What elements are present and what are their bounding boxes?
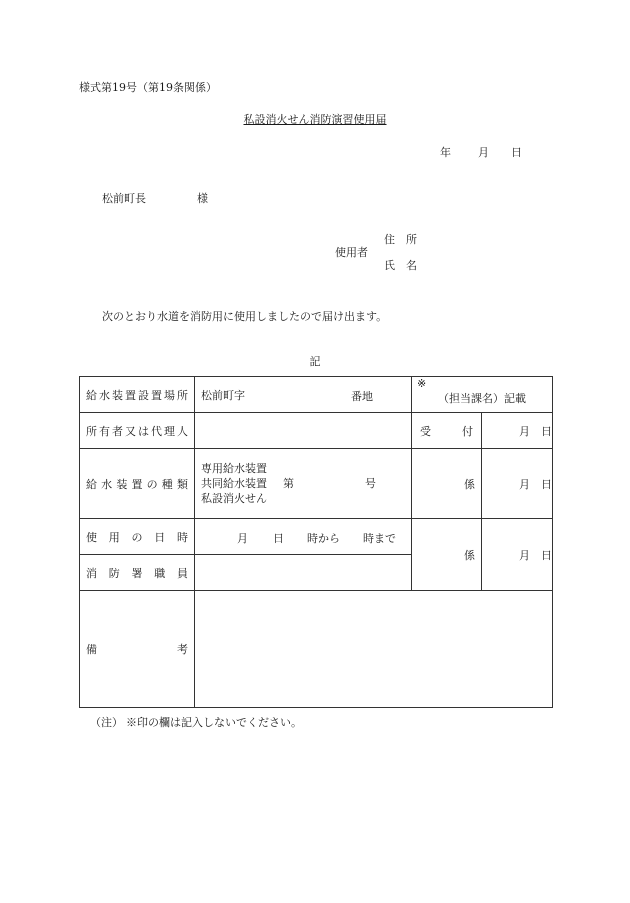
row-device-type — [80, 449, 553, 519]
label-char: 給 — [86, 388, 97, 402]
label-char: 類 — [176, 477, 188, 491]
label-char: 水 — [101, 477, 113, 491]
address-label-2: 所 — [406, 233, 417, 246]
owner-label — [80, 423, 194, 439]
usage-day: 日 — [273, 532, 284, 545]
row-location — [80, 377, 553, 413]
usage-label-cell — [80, 519, 195, 555]
option-shared-row — [201, 476, 411, 491]
label-char: 所 — [177, 388, 188, 402]
label-char: の — [146, 477, 158, 491]
label-char: 使 — [86, 530, 97, 544]
label-char: 有 — [99, 424, 110, 438]
label-char: 場 — [164, 388, 175, 402]
device-type-label-cell — [80, 449, 195, 519]
remarks-label-cell — [80, 591, 195, 708]
label-char: の — [131, 530, 143, 544]
location-value-cell[interactable] — [195, 377, 412, 413]
label-char: 日 — [154, 530, 166, 544]
charge1-label: 係 — [412, 449, 482, 519]
label-char: 員 — [177, 566, 188, 580]
label-char: 置 — [151, 388, 162, 402]
option-dedicated: 専用給水装置 — [201, 462, 267, 475]
usage-label — [80, 529, 194, 545]
note-text: （担当課名）記載 — [438, 392, 526, 405]
label-char: 考 — [177, 643, 188, 656]
label-char: 給 — [86, 477, 97, 491]
number-prefix: 第 — [283, 477, 294, 490]
label-char: 装 — [116, 477, 128, 491]
label-char: 置 — [125, 388, 136, 402]
charge2-label: 係 — [412, 519, 482, 591]
addressee-honorific: 様 — [197, 192, 208, 205]
form-table — [79, 376, 553, 708]
option-shared: 共同給水装置 — [201, 477, 267, 490]
received-date: 月 日 — [482, 413, 553, 449]
label-char: 付 — [462, 424, 473, 438]
name-label-1: 氏 — [384, 259, 395, 272]
usage-month: 月 — [237, 532, 248, 545]
device-type-label — [80, 476, 194, 492]
charge2-date: 月 日 — [482, 519, 553, 591]
label-char: は — [138, 424, 149, 438]
document-title — [0, 113, 630, 127]
label-char: 防 — [108, 566, 120, 580]
row-owner — [80, 413, 553, 449]
label-char: 代 — [151, 424, 162, 438]
address-label-1: 住 — [384, 233, 395, 246]
form-number: 様式第19号（第19条関係） — [79, 81, 217, 94]
user-label: 使用者 — [335, 246, 368, 259]
label-char: 種 — [161, 477, 173, 491]
label-char: 装 — [112, 388, 123, 402]
remarks-label — [80, 641, 194, 657]
title-text: 私設消火せん消防演習使用届 — [243, 113, 387, 126]
label-char: 時 — [177, 530, 188, 544]
location-label-cell — [80, 377, 195, 413]
footnote-prefix: （注） — [90, 716, 123, 729]
location-prefix: 松前町字 — [201, 388, 245, 402]
label-char: 受 — [420, 424, 431, 438]
row-remarks — [80, 591, 553, 708]
addressee-name: 松前町長 — [102, 192, 146, 205]
fire-staff-label — [80, 565, 194, 581]
date-month: 月 — [478, 146, 489, 159]
statement-text: 次のとおり水道を消防用に使用しましたので届け出ます。 — [102, 310, 388, 323]
label-char: 用 — [108, 530, 120, 544]
ki-heading: 記 — [309, 355, 321, 368]
received-label-cell — [412, 413, 482, 449]
label-char: 者 — [112, 424, 123, 438]
note-mark: ※ — [417, 377, 427, 390]
number-suffix: 号 — [365, 477, 376, 490]
location-label — [80, 387, 194, 403]
location-suffix: 番地 — [351, 390, 373, 403]
owner-value-cell[interactable] — [195, 413, 412, 449]
remarks-value-cell[interactable] — [195, 591, 553, 708]
label-char: 備 — [86, 643, 97, 656]
label-char: 又 — [125, 424, 136, 438]
usage-from: 時から — [307, 532, 340, 545]
received-label — [412, 423, 481, 439]
option-private-hydrant: 私設消火せん — [201, 492, 267, 505]
date-year: 年 — [440, 146, 451, 159]
label-char: 置 — [131, 477, 143, 491]
device-type-options — [195, 461, 411, 506]
label-char: 職 — [154, 566, 166, 580]
charge1-date: 月 日 — [482, 449, 553, 519]
row-usage-datetime — [80, 519, 553, 555]
label-char: 理 — [164, 424, 175, 438]
fire-staff-value-cell[interactable] — [195, 555, 412, 591]
label-char: 人 — [177, 424, 188, 438]
usage-value-cell[interactable] — [195, 519, 412, 555]
label-char: 設 — [138, 388, 149, 402]
label-char: 消 — [86, 566, 97, 580]
owner-label-cell — [80, 413, 195, 449]
label-char: 水 — [99, 388, 110, 402]
usage-to: 時まで — [363, 532, 396, 545]
device-type-options-cell[interactable] — [195, 449, 412, 519]
date-day: 日 — [511, 146, 522, 159]
label-char: 所 — [86, 424, 97, 438]
name-label-2: 名 — [406, 259, 417, 272]
label-char: 署 — [131, 566, 143, 580]
fire-staff-label-cell — [80, 555, 195, 591]
note-cell — [412, 377, 553, 413]
footnote-text: ※印の欄は記入しないでください。 — [126, 716, 302, 729]
